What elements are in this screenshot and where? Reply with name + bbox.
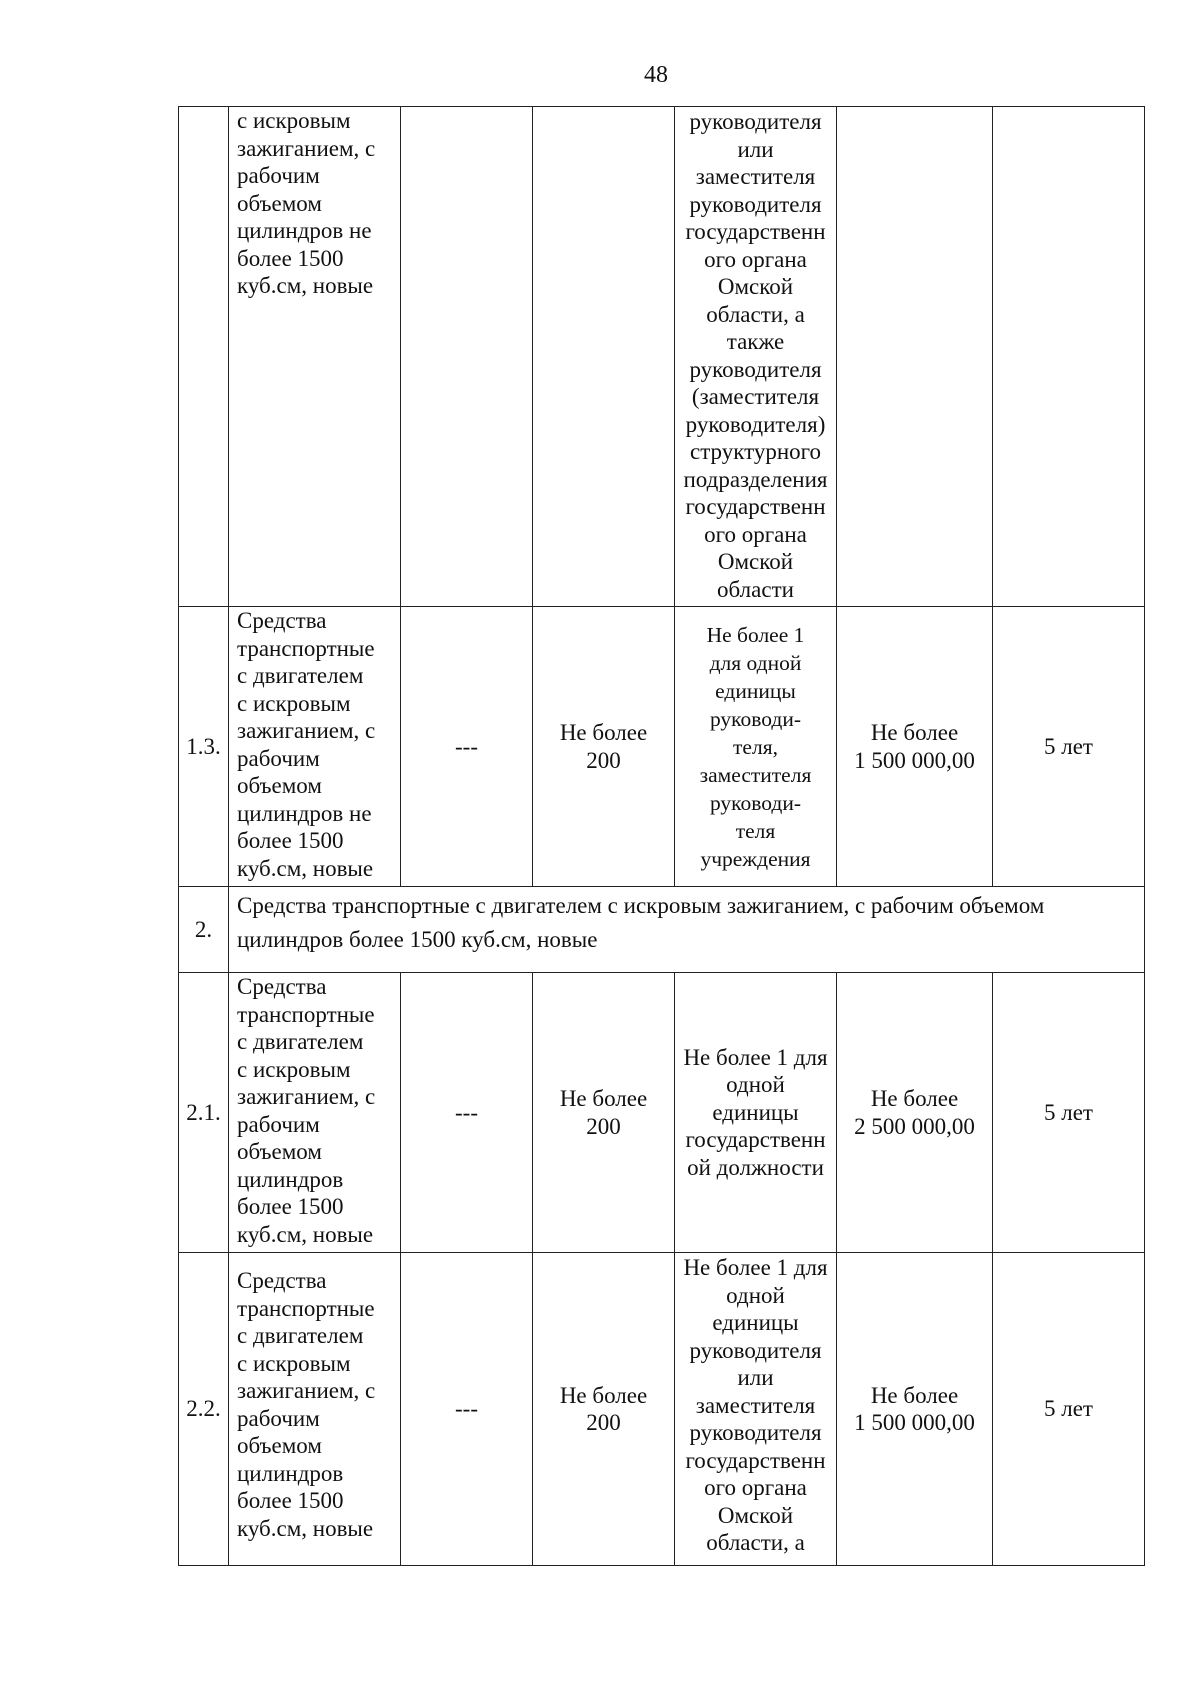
price-cell: Не более 1 500 000,00 (837, 1253, 993, 1566)
quantity-cell: Не более 200 (533, 1253, 675, 1566)
table-row-continuation (179, 107, 1145, 607)
row-number-cell: 1.3. (179, 607, 229, 887)
section-title-cell: Средства транспортные с двигателем с искровым зажиганием, с рабочим объемом цилиндров более 1500 куб.см, новые (229, 887, 1145, 973)
row-number-cell (179, 107, 229, 607)
vehicle-standards-table (178, 106, 1145, 1566)
quantity-cell: Не более 200 (533, 607, 675, 887)
price-cell (837, 107, 993, 607)
page-number: 48 (644, 62, 668, 88)
position-category-cell: Не более 1 для одной единицы руководи- теля, заместителя руководи- теля учреждения (675, 607, 837, 887)
table-row-2-2 (179, 1253, 1145, 1566)
price-cell: Не более 2 500 000,00 (837, 973, 993, 1253)
engine-power-cell: --- (401, 1253, 533, 1566)
position-category-cell: руководителя или заместителя руководителя государственн ого органа Омской области, а также руководителя (заместителя руководителя) структурного подразделения государственн ого органа Омской области (675, 107, 837, 607)
row-number-cell: 2.2. (179, 1253, 229, 1566)
item-description-cell: Средства транспортные с двигателем с искровым зажиганием, с рабочим объемом цилиндров не более 1500 куб.см, новые (229, 607, 401, 887)
row-number-cell: 2.1. (179, 973, 229, 1253)
row-number-cell: 2. (179, 887, 229, 973)
engine-power-cell (401, 107, 533, 607)
engine-power-cell: --- (401, 607, 533, 887)
item-description-cell: Средства транспортные с двигателем с искровым зажиганием, с рабочим объемом цилиндров более 1500 куб.см, новые (229, 973, 401, 1253)
table-row-section-2 (179, 887, 1145, 973)
quantity-cell: Не более 200 (533, 973, 675, 1253)
service-life-cell (993, 107, 1145, 607)
service-life-cell: 5 лет (993, 973, 1145, 1253)
table-row-2-1 (179, 973, 1145, 1253)
service-life-cell: 5 лет (993, 1253, 1145, 1566)
price-cell: Не более 1 500 000,00 (837, 607, 993, 887)
item-description-cell: с искровым зажиганием, с рабочим объемом цилиндров не более 1500 куб.см, новые (229, 107, 401, 607)
position-category-cell: Не более 1 для одной единицы руководителя или заместителя руководителя государственн ого органа Омской области, а (675, 1253, 837, 1566)
engine-power-cell: --- (401, 973, 533, 1253)
item-description-cell: Средства транспортные с двигателем с искровым зажиганием, с рабочим объемом цилиндров более 1500 куб.см, новые (229, 1253, 401, 1566)
quantity-cell (533, 107, 675, 607)
position-category-cell: Не более 1 для одной единицы государственн ой должности (675, 973, 837, 1253)
table-row-1-3 (179, 607, 1145, 887)
service-life-cell: 5 лет (993, 607, 1145, 887)
